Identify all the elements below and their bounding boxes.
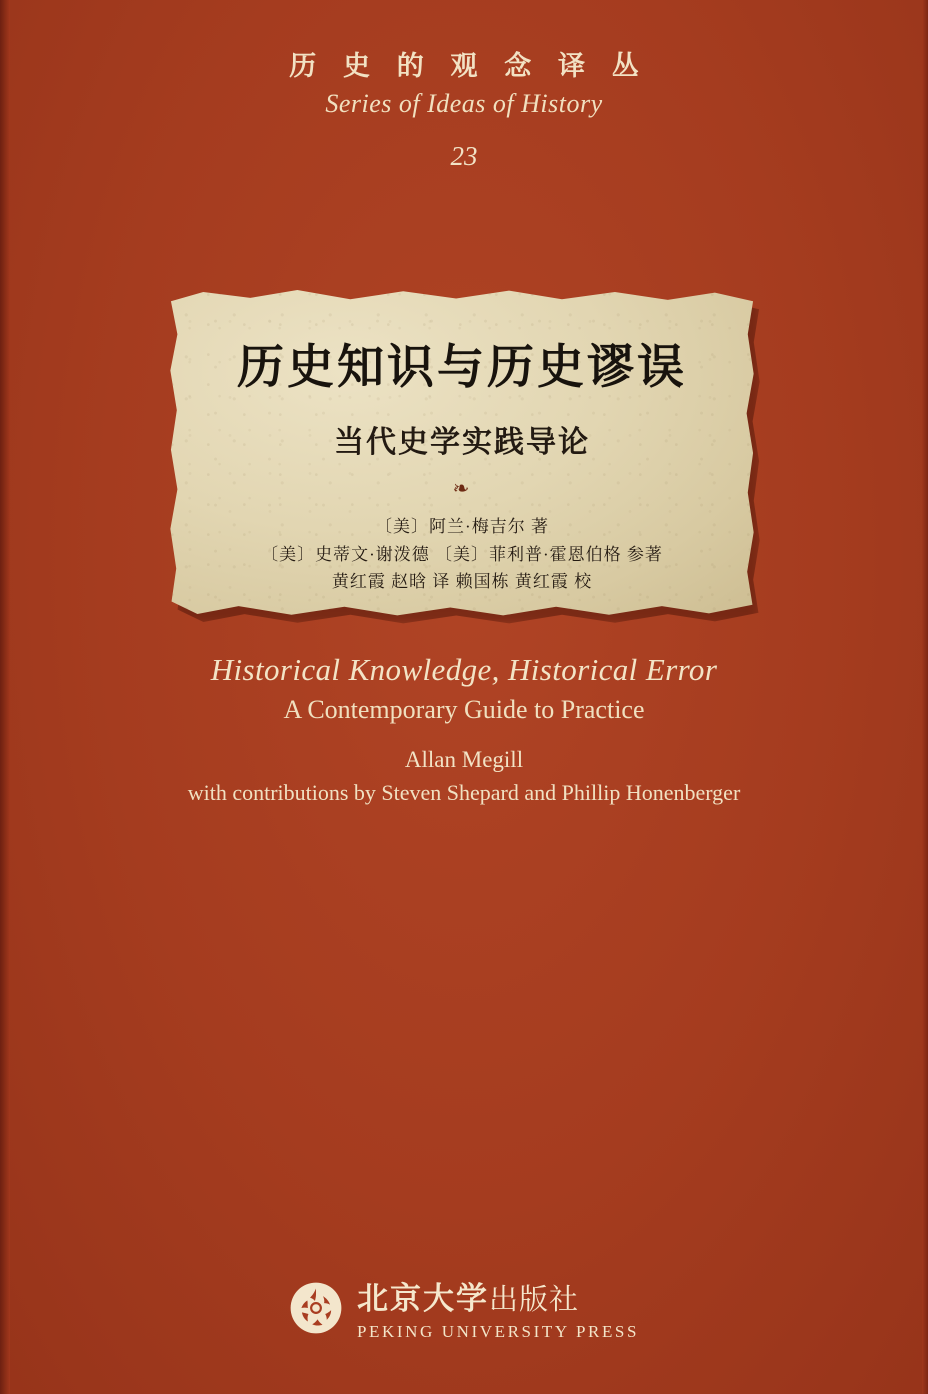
publisher-text — [357, 1273, 639, 1342]
series-number: 23 — [450, 141, 478, 171]
credit-line-translators: 黄红霞 赵晗 译 赖国栋 黄红霞 校 — [331, 572, 593, 592]
series-header — [0, 44, 928, 172]
series-name-en: Series of Ideas of History — [325, 89, 603, 118]
credits-block — [168, 513, 756, 596]
credit-line-contributors: 〔美〕史蒂文·谢泼德 〔美〕菲利普·霍恩伯格 参著 — [261, 544, 663, 564]
subtitle-en: A Contemporary Guide to Practice — [283, 695, 645, 724]
publisher-name-cn — [357, 1273, 639, 1318]
english-block — [0, 652, 928, 806]
flourish-ornament-icon: ❧ — [452, 478, 472, 500]
torn-paper-panel — [168, 288, 756, 624]
paper-content — [168, 288, 756, 618]
series-name-cn: 历 史 的 观 念 译 丛 — [289, 51, 649, 81]
title-en: Historical Knowledge, Historical Error — [210, 652, 718, 687]
title-cn: 历史知识与历史谬误 — [237, 342, 687, 394]
peking-university-seal-icon — [289, 1281, 343, 1335]
publisher-name-cn-strong: 北京大学 — [356, 1281, 489, 1316]
author-en: Allan Megill — [404, 747, 524, 772]
contributors-en: with contributions by Steven Shepard and Phillip Honenberger — [187, 780, 741, 805]
credit-line-author: 〔美〕阿兰·梅吉尔 著 — [375, 517, 549, 536]
subtitle-cn: 当代史学实践导论 — [334, 426, 590, 459]
publisher-name-cn-rest: 出版社 — [488, 1284, 579, 1316]
publisher-name-en: PEKING UNIVERSITY PRESS — [356, 1322, 640, 1341]
publisher-block — [0, 1273, 928, 1342]
